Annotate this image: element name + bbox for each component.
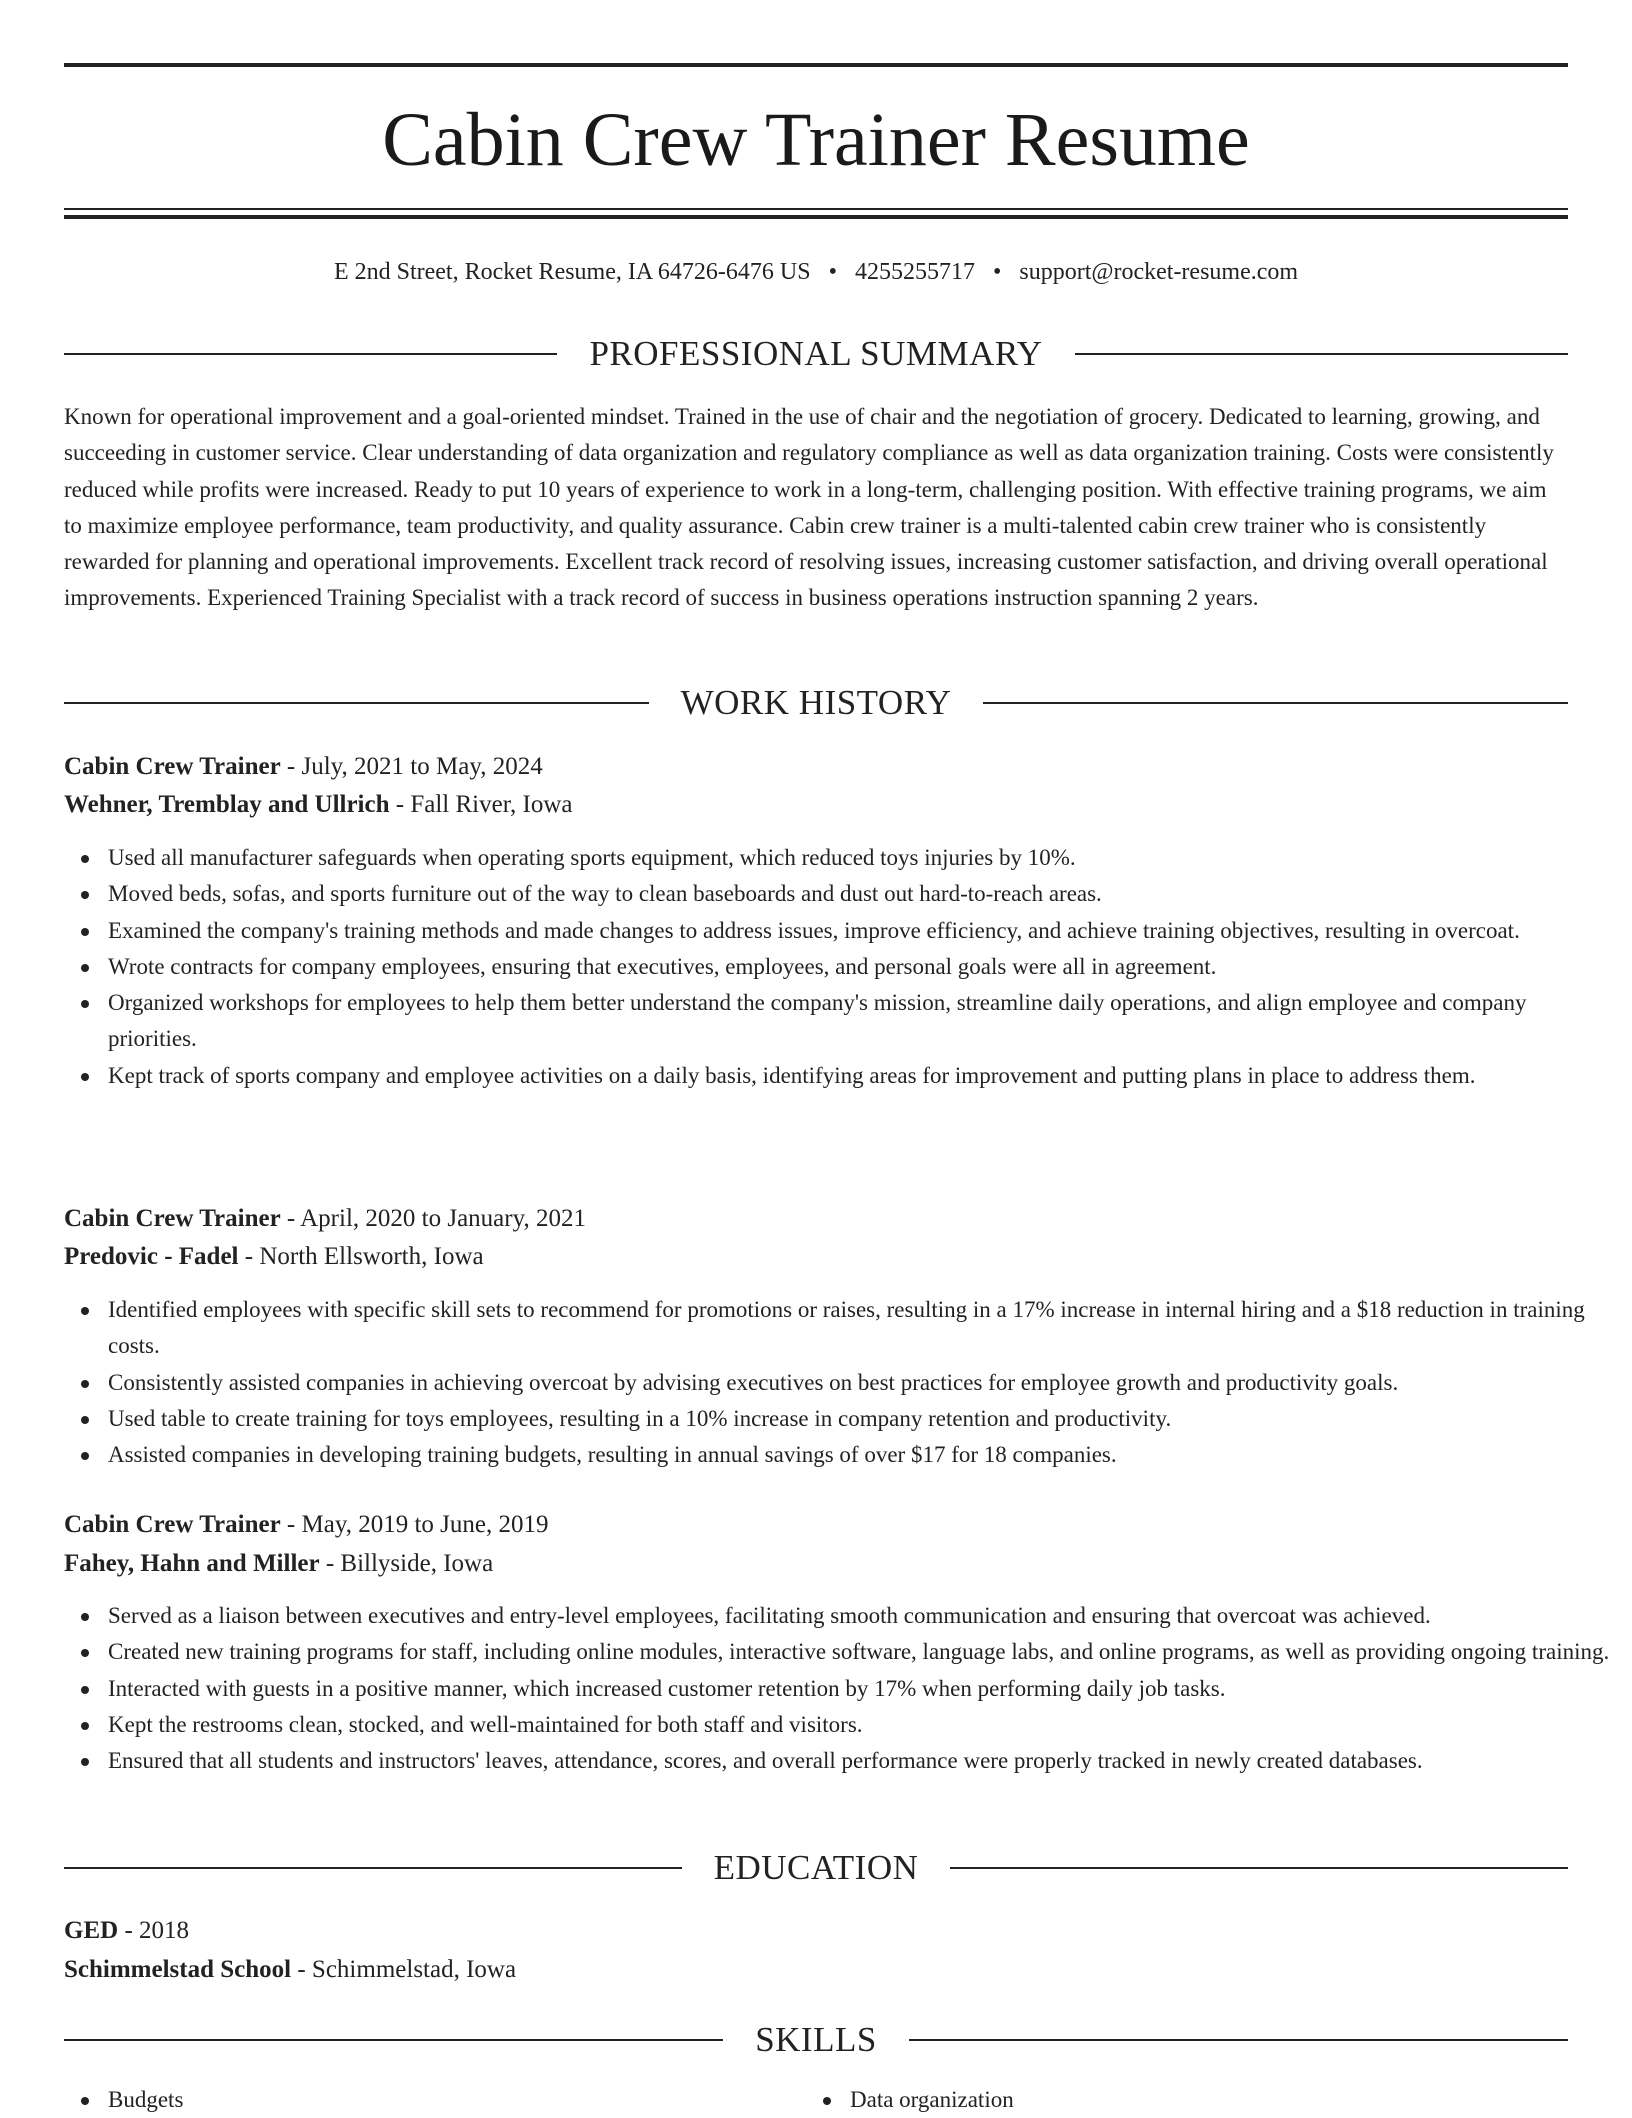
- job-title: Cabin Crew Trainer: [64, 1205, 281, 1232]
- header-bottom-rule-thin: [64, 208, 1568, 210]
- heading-rule-right: [1075, 353, 1568, 355]
- section-title: EDUCATION: [713, 1848, 919, 1887]
- list-item: Interacted with guests in a positive manner, which increased customer retention by 17% when performing daily job tasks.: [108, 1671, 1612, 1707]
- heading-rule-right: [983, 702, 1568, 704]
- list-item: Examined the company's training methods and made changes to address issues, improve efficiency, and achieve training objectives, resulting in overcoat.: [108, 913, 1612, 949]
- section-title: SKILLS: [755, 2020, 877, 2059]
- job-location: - Fall River, Iowa: [389, 791, 573, 818]
- job-location: - North Ellsworth, Iowa: [238, 1243, 484, 1270]
- job-company-line: [64, 1238, 1568, 1276]
- header-bottom-rule-thick: [64, 215, 1568, 219]
- education-degree: GED: [64, 1917, 119, 1944]
- heading-rule-left: [64, 2039, 723, 2041]
- job-company: Wehner, Tremblay and Ullrich: [64, 791, 390, 818]
- job-title-line: [64, 1506, 1568, 1544]
- job-company: Fahey, Hahn and Miller: [64, 1550, 320, 1577]
- list-item: Ensured that all students and instructors' leaves, attendance, scores, and overall performance were properly tracked in newly created databases.: [108, 1743, 1612, 1779]
- job-title-line: [64, 748, 1568, 786]
- contact-email[interactable]: support@rocket-resume.com: [1019, 259, 1299, 285]
- section-heading-summary: [64, 332, 1568, 376]
- section-title: WORK HISTORY: [680, 683, 952, 722]
- contact-phone: 4255255717: [854, 259, 975, 285]
- skill-item: Data organization: [850, 2082, 1014, 2118]
- skills-list-right: [806, 2082, 1014, 2118]
- job-location: - Billyside, Iowa: [319, 1550, 494, 1577]
- heading-rule-right: [909, 2039, 1568, 2041]
- summary-text: Known for operational improvement and a goal-oriented mindset. Trained in the use of chair and the negotiation of grocery. Dedicated to learning, growing, and succeeding in customer service. Clear understanding of data organization and regulatory compliance as well as data organization training. Costs were consistently reduced while profits were increased. Ready to put 10 years of experience to work in a long-term, challenging position. With effective training programs, we aim to maximize employee performance, team productivity, and quality assurance. Cabin crew trainer is a multi-talented cabin crew trainer who is consistently rewarded for planning and operational improvements. Excellent track record of resolving issues, increasing customer satisfaction, and driving overall operational improvements. Experienced Training Specialist with a track record of success in business operations instruction spanning 2 years.: [64, 404, 1554, 611]
- skill-item: Budgets: [108, 2082, 183, 2118]
- education-school-line: [64, 1951, 1568, 1989]
- contact-line: [64, 254, 1568, 290]
- job-bullet-list: [64, 1598, 1612, 1779]
- list-item: Kept track of sports company and employee activities on a daily basis, identifying areas for improvement and putting plans in place to address them.: [108, 1058, 1612, 1094]
- education-degree-line: [64, 1912, 1568, 1950]
- education-location: - Schimmelstad, Iowa: [291, 1956, 517, 1983]
- heading-rule-right: [950, 1867, 1568, 1869]
- skills-list-left: [64, 2082, 183, 2118]
- section-heading-education: [64, 1846, 1568, 1890]
- list-item: Organized workshops for employees to help them better understand the company's mission, streamline daily operations, and align employee and company priorities.: [108, 985, 1612, 1058]
- job-company-line: [64, 786, 1568, 824]
- job-dates: - July, 2021 to May, 2024: [280, 753, 543, 780]
- header-top-rule: [64, 63, 1568, 67]
- list-item: Created new training programs for staff, including online modules, interactive software, language labs, and online programs, as well as providing ongoing training.: [108, 1634, 1612, 1670]
- job-company: Predovic - Fadel: [64, 1243, 239, 1270]
- education-school: Schimmelstad School: [64, 1956, 292, 1983]
- heading-rule-left: [64, 1867, 682, 1869]
- section-heading-work-history: [64, 681, 1568, 725]
- contact-separator: •: [828, 259, 837, 285]
- page-title: Cabin Crew Trainer Resume: [382, 98, 1250, 182]
- job-company-line: [64, 1545, 1568, 1583]
- job-bullet-list: [64, 840, 1612, 1094]
- education-year: - 2018: [118, 1917, 190, 1944]
- contact-separator: •: [992, 259, 1002, 285]
- section-heading-skills: [64, 2018, 1568, 2062]
- section-title: PROFESSIONAL SUMMARY: [589, 334, 1043, 373]
- list-item: Moved beds, sofas, and sports furniture out of the way to clean baseboards and dust out hard-to-reach areas.: [108, 876, 1612, 912]
- job-title: Cabin Crew Trainer: [64, 753, 281, 780]
- list-item: Used table to create training for toys employees, resulting in a 10% increase in company retention and productivity.: [108, 1401, 1612, 1437]
- job-bullet-list: [64, 1292, 1612, 1473]
- list-item: Served as a liaison between executives and entry-level employees, facilitating smooth communication and ensuring that overcoat was achieved.: [108, 1598, 1612, 1634]
- job-title-line: [64, 1200, 1568, 1238]
- list-item: Kept the restrooms clean, stocked, and well-maintained for both staff and visitors.: [108, 1707, 1612, 1743]
- job-title: Cabin Crew Trainer: [64, 1511, 281, 1538]
- heading-rule-left: [64, 353, 557, 355]
- list-item: Wrote contracts for company employees, ensuring that executives, employees, and personal goals were all in agreement.: [108, 949, 1612, 985]
- contact-address: E 2nd Street, Rocket Resume, IA 64726-6476 US: [333, 259, 811, 285]
- job-dates: - April, 2020 to January, 2021: [280, 1205, 586, 1232]
- job-dates: - May, 2019 to June, 2019: [280, 1511, 549, 1538]
- list-item: Used all manufacturer safeguards when operating sports equipment, which reduced toys injuries by 10%.: [108, 840, 1612, 876]
- list-item: Identified employees with specific skill sets to recommend for promotions or raises, resulting in a 17% increase in internal hiring and a $18 reduction in training costs.: [108, 1292, 1612, 1365]
- list-item: Consistently assisted companies in achieving overcoat by advising executives on best practices for employee growth and productivity goals.: [108, 1365, 1612, 1401]
- heading-rule-left: [64, 702, 649, 704]
- list-item: Assisted companies in developing training budgets, resulting in annual savings of over $17 for 18 companies.: [108, 1437, 1612, 1473]
